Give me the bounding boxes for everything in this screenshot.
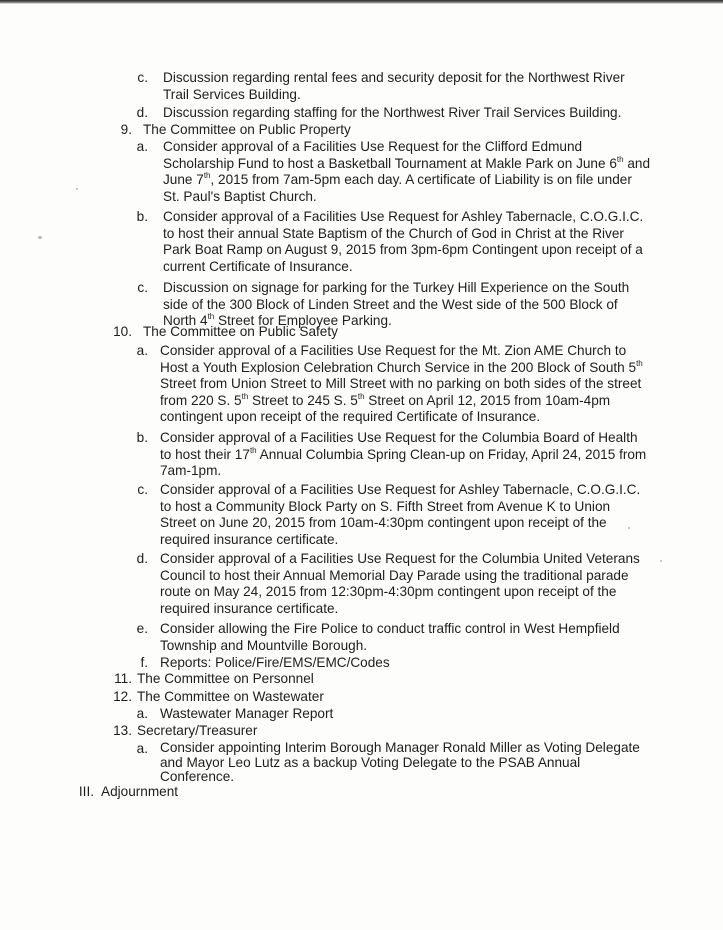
- list-label: a.: [136, 139, 148, 154]
- list-label: c.: [137, 482, 148, 497]
- text-line: Discussion regarding staffing for the Northwest River Trail Services Building.: [163, 105, 622, 120]
- text-line: St. Paul's Baptist Church.: [163, 188, 317, 204]
- text-line: Consider appointing Interim Borough Manager Ronald Miller as Voting Delegate: [160, 740, 640, 755]
- item-number: 9.: [120, 122, 132, 137]
- committee-heading-public-property: The Committee on Public Property: [143, 122, 351, 137]
- text-line: Consider allowing the Fire Police to conduct traffic control in West Hempfield: [160, 621, 620, 636]
- agenda-item-staffing: [163, 105, 621, 122]
- list-label: d.: [136, 551, 148, 566]
- text-line: Consider approval of a Facilities Use Request for the Columbia United Veterans: [160, 551, 640, 566]
- committee-heading-personnel: The Committee on Personnel: [137, 671, 314, 686]
- text-line: from 220 S. 5th Street to 245 S. 5th Street on April 12, 2015 from 10am-4pm: [160, 391, 611, 408]
- list-label: b.: [136, 430, 148, 445]
- scan-speck: [660, 560, 662, 562]
- text-line: Discussion on signage for parking for the Turkey Hill Experience on the South: [163, 280, 630, 295]
- text-line: route on May 24, 2015 from 12:30pm-4:30pm contingent upon receipt of the: [160, 584, 617, 600]
- text-line: to host their annual State Baptism of the Church of God in Christ at the River: [163, 225, 624, 241]
- item-number: 13.: [113, 723, 132, 738]
- text-line: Park Boat Ramp on August 9, 2015 from 3pm-6pm Contingent upon receipt of a: [163, 242, 643, 258]
- agenda-item-fire-police: [160, 621, 620, 654]
- agenda-item-block-party: [160, 482, 640, 548]
- text-line: Council to host their Annual Memorial Day Parade using the traditional parade: [160, 567, 629, 583]
- text-line: Reports: Police/Fire/EMS/EMC/Codes: [160, 655, 390, 670]
- text-line: to host a Community Block Party on S. Fifth Street from Avenue K to Union: [160, 498, 611, 514]
- list-label: a.: [136, 343, 148, 358]
- text-line: Township and Mountville Borough.: [160, 637, 368, 653]
- section-heading-adjournment: Adjournment: [101, 784, 179, 799]
- text-line: 7am-1pm.: [160, 463, 222, 479]
- list-label: f.: [140, 655, 148, 670]
- agenda-item-voting-delegate: [160, 741, 640, 785]
- text-line: Trail Services Building.: [163, 86, 301, 102]
- text-line: Discussion regarding rental fees and security deposit for the Northwest River: [163, 70, 625, 85]
- section-number: III.: [78, 784, 94, 799]
- text-line: to host their 17th Annual Columbia Spring Clean-up on Friday, April 24, 2015 from: [160, 445, 647, 462]
- agenda-item-rental-fees: [163, 70, 625, 103]
- text-line: and Mayor Leo Lutz as a backup Voting Delegate to the PSAB Annual: [160, 754, 581, 770]
- item-number: 11.: [114, 671, 132, 686]
- agenda-item-youth-explosion: [160, 343, 643, 426]
- list-label: b.: [136, 209, 148, 224]
- committee-heading-public-safety: The Committee on Public Safety: [143, 324, 338, 339]
- text-line: contingent upon receipt of the required Certificate of Insurance.: [160, 409, 541, 425]
- scan-speck: [76, 188, 78, 190]
- agenda-item-spring-clean-up: [160, 430, 646, 480]
- agenda-item-parking-signage: [163, 280, 629, 330]
- text-line: required insurance certificate.: [160, 600, 339, 616]
- text-line: Scholarship Fund to host a Basketball Tournament at Makle Park on June 6th and: [163, 154, 651, 171]
- agenda-item-wastewater-report: [160, 706, 333, 723]
- list-label: e.: [136, 621, 148, 636]
- text-line: North 4th Street for Employee Parking.: [163, 312, 392, 329]
- list-label: a.: [136, 706, 148, 721]
- text-line: Consider approval of a Facilities Use Request for Ashley Tabernacle, C.O.G.I.C.: [160, 482, 641, 497]
- item-number: 12.: [113, 689, 132, 704]
- text-line: June 7th, 2015 from 7am-5pm each day. A certificate of Liability is on file under: [163, 171, 632, 188]
- item-number: 10.: [113, 324, 132, 339]
- scan-speck: [38, 236, 42, 239]
- text-line: required insurance certificate.: [160, 531, 339, 547]
- list-label: a.: [136, 741, 148, 756]
- text-line: Consider approval of a Facilities Use Request for the Columbia Board of Health: [160, 430, 638, 445]
- list-label: c.: [137, 70, 148, 85]
- heading-secretary-treasurer: Secretary/Treasurer: [137, 723, 258, 738]
- agenda-item-reports: [160, 655, 390, 672]
- text-line: Street on June 20, 2015 from 10am-4:30pm contingent upon receipt of the: [160, 515, 607, 531]
- text-line: Consider approval of a Facilities Use Request for Ashley Tabernacle, C.O.G.I.C.: [163, 209, 644, 224]
- agenda-item-basketball-tournament: [163, 139, 650, 205]
- agenda-item-state-baptism: [163, 209, 643, 275]
- text-line: Consider approval of a Facilities Use Request for the Clifford Edmund: [163, 139, 583, 154]
- text-line: Host a Youth Explosion Celebration Church Service in the 200 Block of South 5th: [160, 358, 643, 375]
- scan-top-edge: [0, 0, 723, 4]
- text-line: Consider approval of a Facilities Use Request for the Mt. Zion AME Church to: [160, 343, 627, 358]
- text-line: Conference.: [160, 769, 235, 785]
- text-line: current Certificate of Insurance.: [163, 258, 353, 274]
- list-label: c.: [137, 280, 148, 295]
- agenda-item-memorial-day-parade: [160, 551, 640, 617]
- text-line: Wastewater Manager Report: [160, 706, 334, 721]
- text-line: Street from Union Street to Mill Street with no parking on both sides of the street: [160, 376, 642, 392]
- text-line: side of the 300 Block of Linden Street and the West side of the 500 Block of: [163, 296, 618, 312]
- committee-heading-wastewater: The Committee on Wastewater: [137, 689, 324, 704]
- list-label: d.: [136, 105, 148, 120]
